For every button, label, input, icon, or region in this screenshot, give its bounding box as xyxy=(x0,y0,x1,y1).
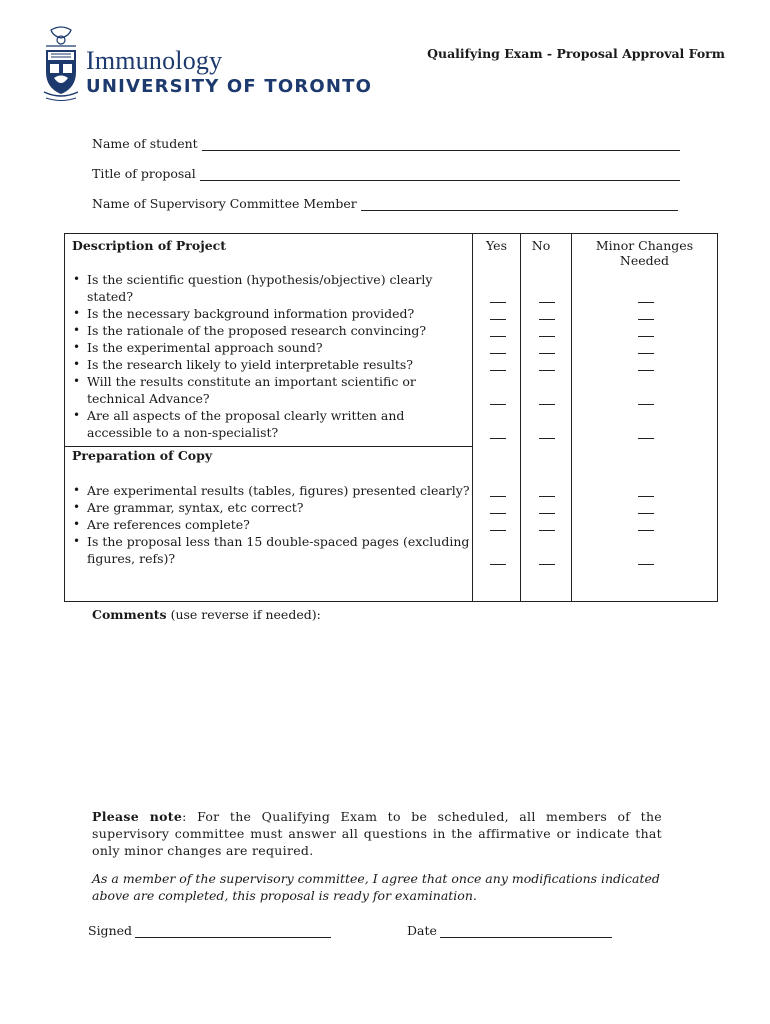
yes-answer-blank[interactable] xyxy=(490,530,506,531)
comments-hint: (use reverse if needed): xyxy=(170,607,321,622)
student-name-line[interactable] xyxy=(202,138,680,151)
yes-answer-blank[interactable] xyxy=(490,319,506,320)
date-field[interactable] xyxy=(407,923,612,938)
comments-label: Comments xyxy=(92,607,167,622)
list-item: • Are experimental results (tables, figures) presented clearly? xyxy=(71,482,471,499)
yes-column-header: Yes xyxy=(486,238,507,253)
please-note xyxy=(92,808,662,859)
list-item: • Are grammar, syntax, etc correct? xyxy=(71,499,471,516)
section-divider xyxy=(65,446,473,447)
no-answer-blank[interactable] xyxy=(539,513,555,514)
evaluation-table xyxy=(64,233,718,602)
description-questions xyxy=(71,271,471,441)
no-answer-blank[interactable] xyxy=(539,496,555,497)
section-heading-preparation: Preparation of Copy xyxy=(72,448,213,463)
committee-member-field[interactable] xyxy=(92,196,678,211)
column-divider xyxy=(520,234,521,601)
student-name-label: Name of student xyxy=(92,136,198,151)
column-divider xyxy=(472,234,473,601)
no-answer-blank[interactable] xyxy=(539,564,555,565)
no-answer-blank[interactable] xyxy=(539,353,555,354)
yes-answer-blank[interactable] xyxy=(490,302,506,303)
yes-answer-blank[interactable] xyxy=(490,564,506,565)
minor-changes-answer-blank[interactable] xyxy=(638,302,654,303)
minor-changes-answer-blank[interactable] xyxy=(638,438,654,439)
date-line[interactable] xyxy=(440,925,612,938)
proposal-title-label: Title of proposal xyxy=(92,166,196,181)
signature-line[interactable] xyxy=(135,925,331,938)
list-item: • Is the scientific question (hypothesis/objective) clearly stated? xyxy=(71,271,471,305)
note-label: Please note xyxy=(92,809,183,824)
committee-member-label: Name of Supervisory Committee Member xyxy=(92,196,357,211)
minor-changes-answer-blank[interactable] xyxy=(638,370,654,371)
yes-answer-blank[interactable] xyxy=(490,404,506,405)
list-item: • Is the rationale of the proposed research convincing? xyxy=(71,322,471,339)
list-item: • Are references complete? xyxy=(71,516,471,533)
list-item: • Is the research likely to yield interpretable results? xyxy=(71,356,471,373)
yes-answer-blank[interactable] xyxy=(490,438,506,439)
agreement-statement: As a member of the supervisory committee, I agree that once any modifications indicated above are completed, this proposal is ready for examination. xyxy=(92,871,660,903)
no-answer-blank[interactable] xyxy=(539,404,555,405)
signed-label: Signed xyxy=(88,923,133,938)
committee-member-line[interactable] xyxy=(361,198,678,211)
note-text: : For the Qualifying Exam to be scheduled, all members of the supervisory committee must answer all questions in the affirmative or indicate that only minor changes are required. xyxy=(92,809,663,858)
no-answer-blank[interactable] xyxy=(539,370,555,371)
minor-changes-answer-blank[interactable] xyxy=(638,496,654,497)
crest-icon xyxy=(42,26,80,104)
list-item: • Will the results constitute an important scientific or technical Advance? xyxy=(71,373,471,407)
university-logo xyxy=(42,26,402,106)
minor-changes-answer-blank[interactable] xyxy=(638,336,654,337)
list-item: • Is the proposal less than 15 double-spaced pages (excluding figures, refs)? xyxy=(71,533,471,567)
university-name: UNIVERSITY OF TORONTO xyxy=(86,76,373,97)
proposal-title-field[interactable] xyxy=(92,166,680,181)
minor-changes-header-line1: Minor Changes xyxy=(595,238,694,253)
list-item: • Is the experimental approach sound? xyxy=(71,339,471,356)
yes-answer-blank[interactable] xyxy=(490,496,506,497)
minor-changes-answer-blank[interactable] xyxy=(638,530,654,531)
no-answer-blank[interactable] xyxy=(539,530,555,531)
no-answer-blank[interactable] xyxy=(539,302,555,303)
yes-answer-blank[interactable] xyxy=(490,353,506,354)
minor-changes-answer-blank[interactable] xyxy=(638,404,654,405)
department-name: Immunology xyxy=(86,46,223,75)
list-item: • Is the necessary background information provided? xyxy=(71,305,471,322)
form-title: Qualifying Exam - Proposal Approval Form xyxy=(427,46,725,61)
no-answer-blank[interactable] xyxy=(539,336,555,337)
list-item: • Are all aspects of the proposal clearly written and accessible to a non-specialist? xyxy=(71,407,471,441)
preparation-questions xyxy=(71,482,471,567)
column-divider xyxy=(571,234,572,601)
no-answer-blank[interactable] xyxy=(539,319,555,320)
no-column-header: No xyxy=(531,238,551,253)
yes-answer-blank[interactable] xyxy=(490,513,506,514)
minor-changes-answer-blank[interactable] xyxy=(638,513,654,514)
minor-changes-answer-blank[interactable] xyxy=(638,564,654,565)
yes-answer-blank[interactable] xyxy=(490,336,506,337)
signature-field[interactable] xyxy=(88,923,331,938)
student-name-field[interactable] xyxy=(92,136,680,151)
minor-changes-answer-blank[interactable] xyxy=(638,319,654,320)
section-heading-description: Description of Project xyxy=(72,238,227,253)
comments-section xyxy=(92,607,321,622)
date-label: Date xyxy=(407,923,437,938)
minor-changes-header-line2: Needed xyxy=(619,253,670,268)
proposal-title-line[interactable] xyxy=(200,168,680,181)
minor-changes-answer-blank[interactable] xyxy=(638,353,654,354)
no-answer-blank[interactable] xyxy=(539,438,555,439)
minor-changes-column-header xyxy=(572,238,717,268)
yes-answer-blank[interactable] xyxy=(490,370,506,371)
